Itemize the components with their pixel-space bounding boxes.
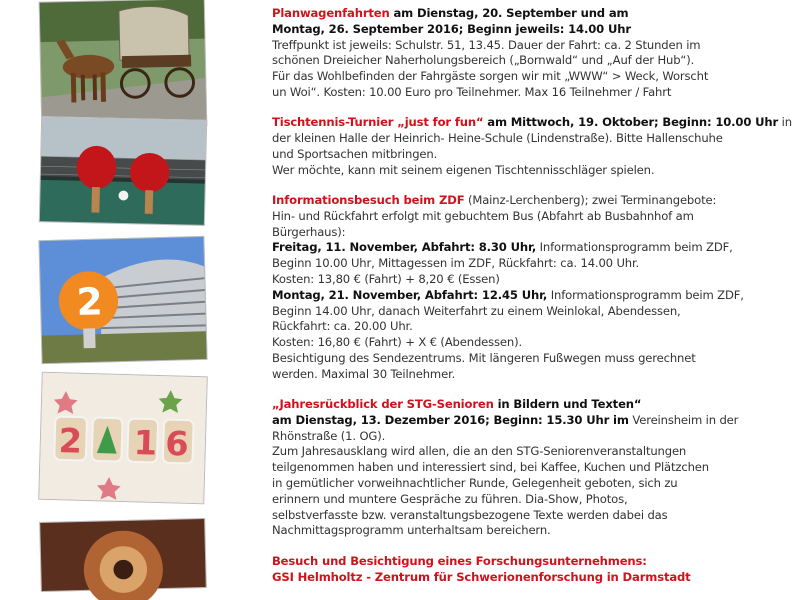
event-text: un Woi“. Kosten: 10.00 Euro pro Teilnehmer. Max 16 Teilnehmer / Fahrt: [272, 84, 672, 99]
text-line: [272, 429, 756, 445]
table-tennis-photo: [39, 116, 207, 226]
zdf-building-photo: [38, 236, 207, 364]
event-text: Für das Wohlbefinden der Fahrgäste sorgen wir mit „WWW“ > Weck, Worscht: [272, 69, 709, 84]
event-text: Informationsprogramm beim ZDF,: [536, 240, 733, 255]
event-text: werden. Maximal 30 Teilnehmer.: [272, 366, 456, 381]
text-line: [272, 570, 756, 586]
event-date: am Mittwoch, 19. Oktober; Beginn: 10.00 Uhr: [483, 115, 779, 130]
event-text: Informationsprogramm beim ZDF,: [547, 287, 744, 302]
event-text: Hin- und Rückfahrt erfolgt mit gebuchtem Bus (Abfahrt ab Busbahnhof am: [272, 208, 694, 223]
text-line: [272, 335, 756, 351]
text-line: [272, 319, 756, 335]
text-line: [272, 22, 756, 38]
text-line: [272, 304, 756, 320]
event-text: Nachmittagsprogramm unterhaltsam bereichern.: [272, 523, 551, 538]
event-text: (Mainz-Lerchenberg); zwei Terminangebote:: [464, 192, 717, 207]
event-text: Wer möchte, kann mit seinem eigenen Tischtennisschläger spielen.: [272, 162, 655, 177]
event-title: GSI Helmholtz - Zentrum für Schwerionenforschung in Darmstadt: [272, 569, 691, 584]
covered-wagon-photo: [39, 0, 208, 130]
text-line: [272, 272, 756, 288]
svg-text:1: 1: [133, 423, 158, 463]
year-2016-cookies-photo: [38, 372, 208, 505]
text-line: [272, 53, 756, 69]
year-review-section: [272, 397, 756, 539]
table-tennis-section: [272, 115, 792, 178]
text-line: [272, 163, 756, 179]
event-text: in gemütlicher vorweihnachtlicher Runde, Gelegenheit geboten, sich zu: [272, 476, 678, 491]
event-text: Vereinsheim in der: [628, 412, 739, 427]
zdf-visit-section: [272, 193, 756, 383]
text-line: [272, 209, 756, 225]
event-text: Besichtigung des Sendezentrums. Mit längeren Fußwegen muss gerechnet: [272, 350, 696, 365]
event-title: Besuch und Besichtigung eines Forschungsunternehmens:: [272, 553, 647, 568]
text-line: [272, 492, 756, 508]
text-line: [272, 225, 756, 241]
text-line: [272, 444, 756, 460]
event-text: schönen Dreieicher Naherholungsbereich („Bornwald“ und „Auf der Hub“).: [272, 53, 695, 68]
event-date: am Dienstag, 13. Dezember 2016; Beginn: 15.30 Uhr im: [272, 412, 629, 427]
event-text: Kosten: 13,80 € (Fahrt) + 8,20 € (Essen): [272, 271, 500, 286]
event-text: erinnern und muntere Gespräche zu führen. Dia-Show, Photos,: [272, 491, 628, 506]
text-line: [272, 508, 756, 524]
text-line: [272, 397, 756, 413]
text-line: [272, 69, 756, 85]
event-text: Beginn 14.00 Uhr, danach Weiterfahrt zu einem Weinlokal, Abendessen,: [272, 303, 681, 318]
event-text: Beginn 10.00 Uhr, Mittagessen im ZDF, Rückfahrt: ca. 14.00 Uhr.: [272, 256, 640, 271]
text-line: [272, 460, 756, 476]
research-facility-photo: [39, 518, 207, 592]
event-date: am Dienstag, 20. September und am: [389, 6, 629, 20]
event-text: selbstverfasste bzw. veranstaltungsbezogene Texte werden dabei das: [272, 507, 668, 522]
event-date: in Bildern und Texten“: [493, 397, 642, 412]
text-line: [272, 147, 756, 163]
event-title: Planwagenfahrten: [272, 6, 390, 20]
event-date: Montag, 26. September 2016; Beginn jeweils: 14.00 Uhr: [272, 21, 631, 36]
event-text: Rhönstraße (1. OG).: [272, 428, 386, 443]
event-text: Rückfahrt: ca. 20.00 Uhr.: [272, 319, 413, 334]
event-date: Montag, 21. November, Abfahrt: 12.45 Uhr,: [272, 287, 548, 302]
wagon-ride-section: [272, 6, 756, 101]
event-text: Kosten: 16,80 € (Fahrt) + X € (Abendessen).: [272, 335, 523, 350]
event-text: und Sportsachen mitbringen.: [272, 146, 438, 161]
text-line: [272, 523, 756, 539]
text-line: [272, 240, 756, 256]
event-program: [272, 6, 792, 600]
text-line: [272, 6, 756, 22]
text-line: [272, 131, 756, 147]
event-text: Zum Jahresausklang wird allen, die an den STG-Seniorenveranstaltungen: [272, 444, 687, 459]
text-line: [272, 413, 756, 429]
event-title: „Jahresrückblick der STG-Senioren: [272, 397, 494, 412]
svg-text:6: 6: [164, 423, 190, 464]
svg-text:2: 2: [58, 421, 83, 461]
text-line: [272, 85, 756, 101]
event-text: in: [778, 115, 792, 130]
event-title: Tischtennis-Turnier „just for fun“: [272, 115, 484, 130]
text-line: [272, 476, 756, 492]
text-line: [272, 351, 756, 367]
text-line: [272, 193, 756, 209]
event-text: der kleinen Halle der Heinrich- Heine-Schule (Lindenstraße). Bitte Hallenschuhe: [272, 131, 723, 146]
research-visit-section: [272, 554, 756, 586]
text-line: [272, 367, 756, 383]
event-date: Freitag, 11. November, Abfahrt: 8.30 Uhr,: [272, 240, 537, 255]
svg-text:2: 2: [76, 279, 104, 324]
event-text: Bürgerhaus):: [272, 224, 346, 239]
text-line: [272, 554, 756, 570]
text-line: [272, 115, 792, 131]
event-text: Treffpunkt ist jeweils: Schulstr. 51, 13.45. Dauer der Fahrt: ca. 2 Stunden im: [272, 37, 701, 52]
event-text: teilgenommen haben und interessiert sind, bei Kaffee, Kuchen und Plätzchen: [272, 460, 709, 475]
text-line: [272, 38, 756, 54]
text-line: [272, 256, 756, 272]
text-line: [272, 288, 756, 304]
event-title: Informationsbesuch beim ZDF: [272, 192, 465, 207]
